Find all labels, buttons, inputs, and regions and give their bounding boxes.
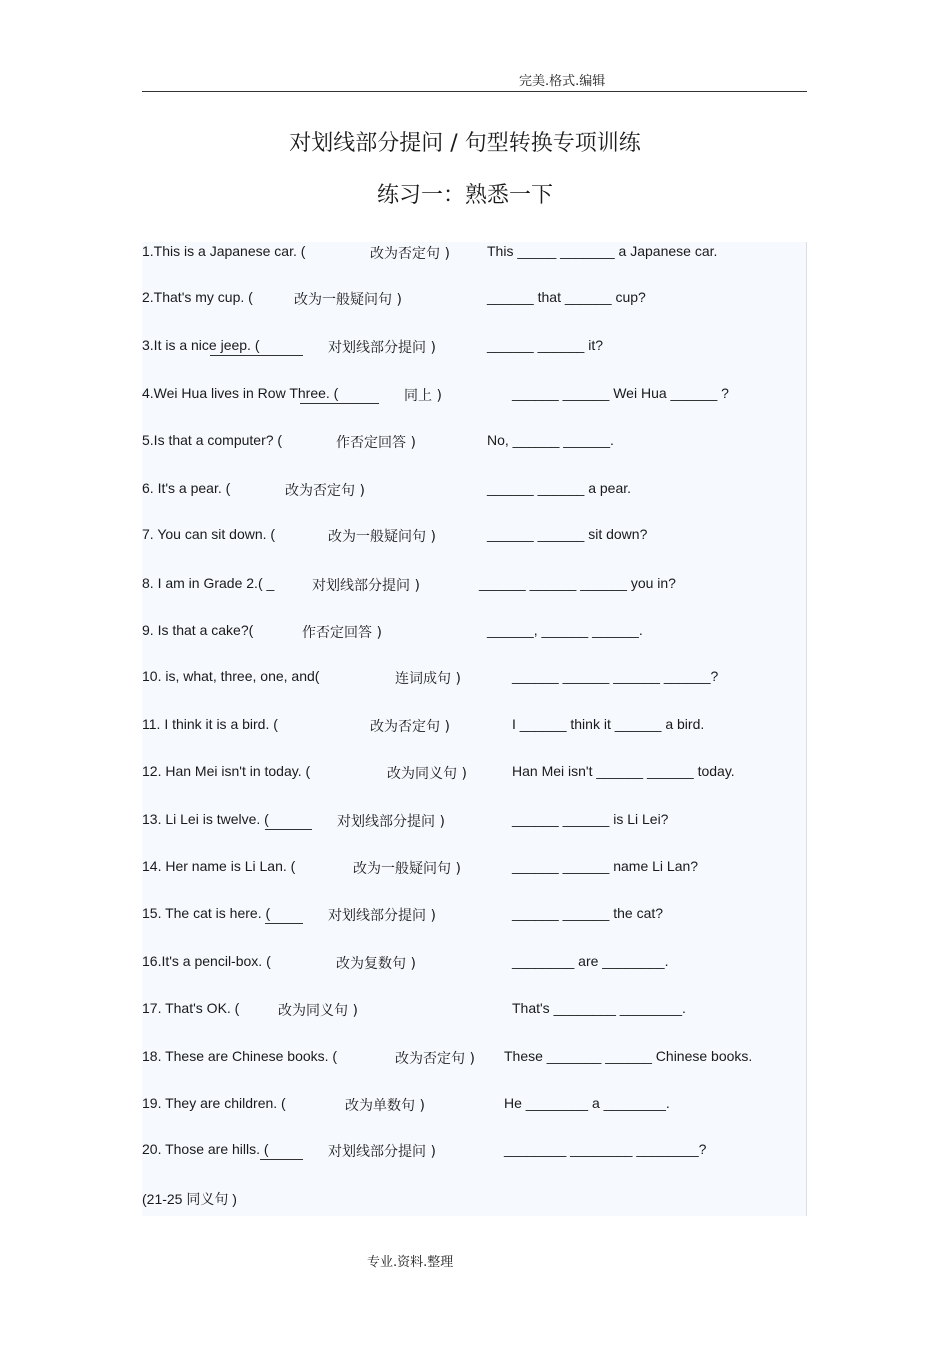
answer-template: ______ ______ sit down? (487, 526, 648, 542)
underline-mark (300, 403, 379, 404)
instruction-text: 连词成句 ) (395, 671, 461, 687)
underline-mark (210, 355, 303, 356)
instruction-text: 改为一般疑问句 ) (294, 292, 402, 308)
instruction-text: 对划线部分提问 ) (328, 908, 436, 924)
instruction-text: 同上 ) (404, 388, 442, 404)
instruction-text: 改为同义句 ) (278, 1003, 358, 1019)
instruction-text: 改为同义句 ) (387, 766, 467, 782)
instruction-text: 改为否定句 ) (370, 719, 450, 735)
exercise-subtitle: 练习一：熟悉一下 (376, 183, 553, 208)
question-text: 15. The cat is here. ( (142, 905, 271, 921)
answer-template: This _____ _______ a Japanese car. (487, 243, 718, 259)
question-text: 6. It's a pear. ( (142, 480, 231, 496)
answer-template: ______ ______ name Li Lan? (512, 858, 699, 874)
instruction-text: 作否定回答 ) (336, 435, 416, 451)
question-text: 12. Han Mei isn't in today. ( (142, 763, 311, 779)
instruction-text: 改为否定句 ) (285, 483, 365, 499)
question-text: 8. I am in Grade 2.( _ (142, 575, 275, 591)
answer-template: ______ ______ ______ you in? (479, 575, 676, 591)
answer-template: ________ ________ ________? (504, 1141, 707, 1157)
question-text: 3.It is a nice jeep. ( (142, 337, 260, 353)
question-text: 16.It's a pencil-box. ( (142, 953, 271, 969)
page-footer: 专业.资料.整理 (367, 1255, 454, 1270)
question-text: 17. That's OK. ( (142, 1000, 240, 1016)
section-note-text: (21-25 同义句 ) (142, 1191, 237, 1207)
instruction-text: 改为单数句 ) (345, 1098, 425, 1114)
question-text: 1.This is a Japanese car. ( (142, 243, 306, 259)
instruction-text: 对划线部分提问 ) (328, 1144, 436, 1160)
page-header: 完美.格式.编辑 (519, 74, 606, 89)
question-text: 7. You can sit down. ( (142, 526, 276, 542)
instruction-text: 改为一般疑问句 ) (353, 861, 461, 877)
answer-template: ______ ______ it? (487, 337, 603, 353)
answer-template: ______ ______ the cat? (512, 905, 664, 921)
answer-template: ________ are ________. (512, 953, 669, 969)
answer-template: ______ that ______ cup? (487, 289, 646, 305)
answer-template: ______, ______ ______. (487, 622, 643, 638)
question-text: 9. Is that a cake?( (142, 622, 254, 638)
header-divider (142, 91, 807, 92)
question-text: 11. I think it is a bird. ( (142, 716, 278, 732)
question-text: 19. They are children. ( (142, 1095, 286, 1111)
worksheet-title: 对划线部分提问 / 句型转换专项训练 (289, 131, 641, 156)
instruction-text: 对划线部分提问 ) (312, 578, 420, 594)
question-text: 10. is, what, three, one, and( (142, 668, 320, 684)
question-text: 14. Her name is Li Lan. ( (142, 858, 296, 874)
underline-mark (265, 829, 312, 830)
question-text: 13. Li Lei is twelve. ( (142, 811, 269, 827)
answer-template: ______ ______ a pear. (487, 480, 632, 496)
instruction-text: 作否定回答 ) (302, 625, 382, 641)
answer-template: ______ ______ is Li Lei? (512, 811, 669, 827)
instruction-text: 改为复数句 ) (336, 956, 416, 972)
instruction-text: 对划线部分提问 ) (337, 814, 445, 830)
answer-template: ______ ______ ______ ______? (512, 668, 719, 684)
answer-template: ______ ______ Wei Hua ______ ? (512, 385, 729, 401)
answer-template: He ________ a ________. (504, 1095, 670, 1111)
answer-template: Han Mei isn't ______ ______ today. (512, 763, 735, 779)
underline-mark (265, 923, 303, 924)
instruction-text: 改为否定句 ) (370, 246, 450, 262)
instruction-text: 改为否定句 ) (395, 1051, 475, 1067)
answer-template: These _______ ______ Chinese books. (504, 1048, 753, 1064)
question-text: 20. Those are hills. ( (142, 1141, 269, 1157)
instruction-text: 对划线部分提问 ) (328, 340, 436, 356)
answer-template: I ______ think it ______ a bird. (512, 716, 705, 732)
question-text: 4.Wei Hua lives in Row Three. ( (142, 385, 339, 401)
question-text: 18. These are Chinese books. ( (142, 1048, 338, 1064)
underline-mark (260, 1159, 303, 1160)
answer-template: No, ______ ______. (487, 432, 614, 448)
question-text: 5.Is that a computer? ( (142, 432, 283, 448)
question-text: 2.That's my cup. ( (142, 289, 253, 305)
answer-template: That's ________ ________. (512, 1000, 686, 1016)
instruction-text: 改为一般疑问句 ) (328, 529, 436, 545)
